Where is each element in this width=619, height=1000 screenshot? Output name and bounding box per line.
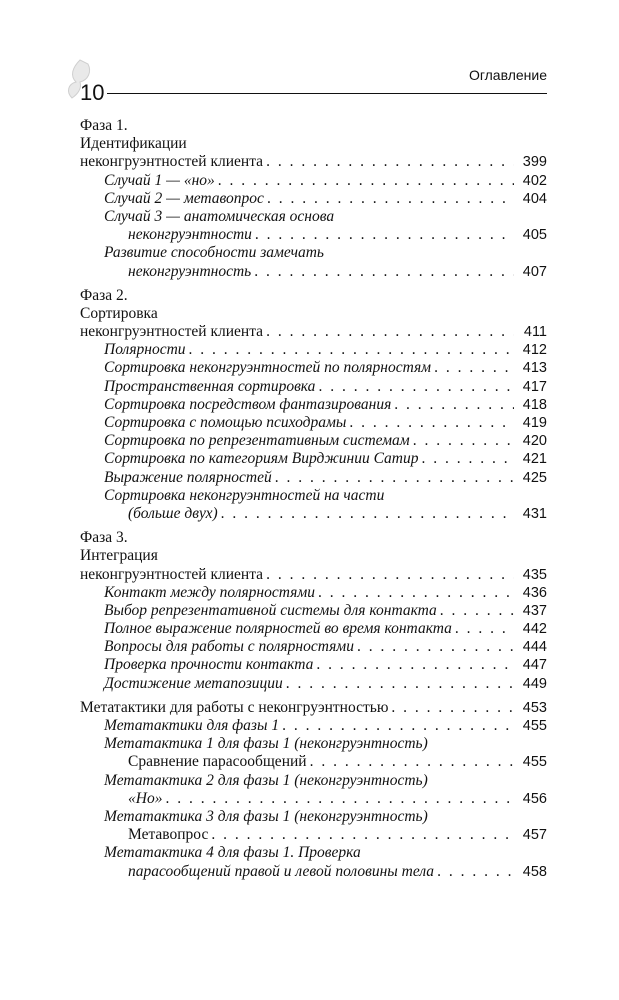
- toc-entry: [80, 505, 547, 523]
- toc-entry: [80, 414, 547, 432]
- toc-dot-leader: [275, 469, 514, 487]
- running-title: Оглавление: [468, 67, 547, 83]
- toc-dot-leader: [266, 566, 514, 584]
- toc-entry: [80, 208, 547, 226]
- toc-page-number: 420: [522, 433, 547, 450]
- toc-entry-title: неконгруэнтностей клиента: [80, 153, 264, 171]
- toc-entry-title: Фаза 1.: [80, 117, 128, 134]
- toc-entry-title: Идентификации: [80, 135, 187, 153]
- toc-entry: [80, 566, 547, 584]
- toc-entry-title: Сортировка по репрезентативным системам: [104, 432, 410, 450]
- toc-dot-leader: [282, 717, 514, 735]
- toc-page-number: 425: [522, 469, 547, 486]
- toc-dot-leader: [391, 699, 514, 717]
- toc-entry: [80, 359, 547, 377]
- page-header: [0, 0, 619, 110]
- toc-entry: [80, 450, 547, 468]
- toc-entry: [80, 826, 547, 844]
- toc-dot-leader: [318, 378, 514, 396]
- toc-entry: [80, 699, 547, 717]
- toc-page-number: 437: [522, 602, 547, 619]
- toc-entry-title: Проверка прочности контакта: [104, 656, 314, 674]
- toc-entry-title: неконгруэнтностей клиента: [80, 565, 264, 583]
- toc-page-number: 431: [522, 505, 547, 522]
- toc-entry-title: неконгруэнтности: [128, 226, 252, 244]
- toc-entry: [80, 602, 547, 620]
- toc-entry-title: Метатактика 2 для фазы 1 (неконгруэнтность): [104, 771, 428, 789]
- toc-page-number: 449: [522, 675, 547, 692]
- toc-entry: [80, 469, 547, 487]
- toc-entry: [80, 323, 547, 341]
- toc-entry: [80, 675, 547, 693]
- toc-page-number: 417: [522, 378, 547, 395]
- toc-entry-title: Выражение полярностей: [104, 468, 272, 486]
- toc-entry-title: Интеграция: [80, 547, 158, 565]
- toc-page-number: 402: [522, 172, 547, 189]
- toc-entry: [80, 656, 547, 674]
- toc-entry: [80, 753, 547, 771]
- toc-page-number: 405: [522, 227, 547, 244]
- toc-entry-title: Полное выражение полярностей во время контакта: [104, 620, 452, 638]
- toc-page-number: 418: [522, 396, 547, 413]
- toc-page-number: 455: [522, 754, 547, 771]
- toc-entry: [80, 844, 547, 862]
- toc-entry-title: Сортировка: [80, 304, 158, 322]
- toc-entry-title: Развитие способности замечать: [104, 244, 324, 262]
- toc-entry-title: Полярности: [104, 341, 186, 359]
- toc-entry-title: парасообщений правой и левой половины тела: [128, 862, 435, 880]
- toc-entry: [80, 735, 547, 753]
- toc-entry-title: Сортировка с помощью психодрамы: [104, 414, 347, 431]
- toc-entry-title: Случай 2 — метавопрос: [104, 189, 264, 207]
- toc-page-number: 404: [522, 190, 547, 207]
- toc-entry: [80, 620, 547, 638]
- toc-entry-title: Метатактика 3 для фазы 1 (неконгруэнтность): [104, 807, 428, 825]
- toc-entry-title: Метавопрос: [128, 826, 209, 844]
- toc-dot-leader: [440, 602, 514, 620]
- toc-page-number: 411: [523, 324, 547, 341]
- toc-dot-leader: [455, 620, 514, 638]
- toc-dot-leader: [310, 753, 514, 771]
- toc-page-number: 412: [522, 342, 547, 359]
- toc-entry-title: Пространственная сортировка: [104, 377, 316, 395]
- toc-entry: [80, 378, 547, 396]
- table-of-contents: [80, 117, 547, 881]
- toc-entry-title: Достижение метапозиции: [104, 674, 283, 692]
- toc-dot-leader: [421, 450, 514, 468]
- toc-page-number: 453: [522, 699, 547, 716]
- toc-entry-title: Метатактика 1 для фазы 1 (неконгруэнтность): [104, 735, 428, 753]
- toc-entry: [80, 547, 547, 565]
- toc-page-number: 421: [522, 451, 547, 468]
- toc-page-number: 444: [522, 639, 547, 656]
- toc-dot-leader: [254, 263, 514, 281]
- toc-entry-title: Метатактики для работы с неконгруэнтностью: [80, 698, 389, 716]
- toc-entry: [80, 135, 547, 153]
- toc-dot-leader: [218, 172, 514, 190]
- toc-entry-title: Выбор репрезентативной системы для контакта: [104, 601, 437, 619]
- toc-page-number: 458: [522, 863, 547, 880]
- toc-dot-leader: [434, 359, 514, 377]
- toc-dot-leader: [316, 656, 514, 674]
- toc-entry-title: неконгруэнтность: [128, 262, 252, 280]
- toc-entry: [80, 432, 547, 450]
- toc-page-number: 455: [522, 718, 547, 734]
- toc-entry: [80, 153, 547, 171]
- toc-entry-title: Метатактики для фазы 1: [104, 717, 280, 734]
- toc-page-number: 435: [522, 566, 547, 583]
- toc-entry-title: Сортировка посредством фантазирования: [104, 395, 392, 413]
- toc-dot-leader: [394, 396, 514, 414]
- toc-entry-title: Сравнение парасообщений: [128, 753, 307, 771]
- toc-dot-leader: [189, 341, 514, 359]
- toc-dot-leader: [318, 584, 514, 602]
- toc-entry: [80, 717, 547, 735]
- toc-entry: [80, 863, 547, 881]
- toc-page-number: 457: [522, 827, 547, 844]
- toc-entry: [80, 808, 547, 826]
- toc-page-number: 456: [522, 790, 547, 807]
- toc-entry-title: Метатактика 4 для фазы 1. Проверка: [104, 844, 361, 862]
- toc-entry: [80, 487, 547, 505]
- toc-entry-title: Сортировка неконгруэнтностей по полярностям: [104, 359, 432, 377]
- toc-entry: [80, 638, 547, 656]
- toc-page-number: 419: [522, 415, 547, 431]
- toc-entry-title: Случай 1 — «но»: [104, 171, 215, 189]
- toc-entry: [80, 287, 547, 305]
- toc-page-number: 442: [522, 621, 547, 638]
- toc-entry-title: Фаза 3.: [80, 529, 128, 547]
- toc-entry: [80, 172, 547, 190]
- page-number: 10: [80, 80, 105, 105]
- toc-entry-title: (больше двух): [128, 504, 218, 522]
- toc-entry: [80, 529, 547, 547]
- toc-page-number: 413: [522, 360, 547, 377]
- toc-dot-leader: [413, 432, 514, 450]
- toc-entry: [80, 190, 547, 208]
- toc-entry: [80, 226, 547, 244]
- toc-entry: [80, 244, 547, 262]
- toc-entry: [80, 263, 547, 281]
- toc-dot-leader: [266, 153, 514, 171]
- toc-entry-title: неконгруэнтностей клиента: [80, 323, 264, 341]
- toc-dot-leader: [255, 226, 514, 244]
- toc-dot-leader: [266, 323, 514, 341]
- toc-entry: [80, 584, 547, 602]
- toc-entry: [80, 117, 547, 135]
- toc-entry-title: Сортировка неконгруэнтностей на части: [104, 486, 385, 504]
- toc-dot-leader: [286, 675, 514, 693]
- header-rule: [107, 93, 547, 94]
- toc-entry: [80, 790, 547, 808]
- toc-entry-title: «Но»: [128, 789, 163, 807]
- toc-dot-leader: [221, 505, 514, 523]
- toc-entry-title: Случай 3 — анатомическая основа: [104, 207, 335, 225]
- toc-entry-title: Контакт между полярностями: [104, 583, 315, 601]
- toc-entry: [80, 341, 547, 359]
- toc-dot-leader: [165, 790, 514, 808]
- toc-page-number: 447: [522, 657, 547, 674]
- toc-page-number: 407: [522, 263, 547, 280]
- toc-entry-title: Вопросы для работы с полярностями: [104, 638, 354, 656]
- toc-dot-leader: [349, 414, 514, 432]
- toc-entry: [80, 305, 547, 323]
- toc-dot-leader: [211, 826, 514, 844]
- toc-entry-title: Сортировка по категориям Вирджинии Сатир: [104, 450, 419, 468]
- toc-entry-title: Фаза 2.: [80, 286, 128, 304]
- toc-dot-leader: [437, 863, 514, 881]
- toc-page-number: 436: [522, 584, 547, 601]
- toc-entry: [80, 772, 547, 790]
- toc-page-number: 399: [522, 154, 547, 171]
- toc-dot-leader: [267, 190, 514, 208]
- toc-dot-leader: [357, 638, 514, 656]
- toc-entry: [80, 396, 547, 414]
